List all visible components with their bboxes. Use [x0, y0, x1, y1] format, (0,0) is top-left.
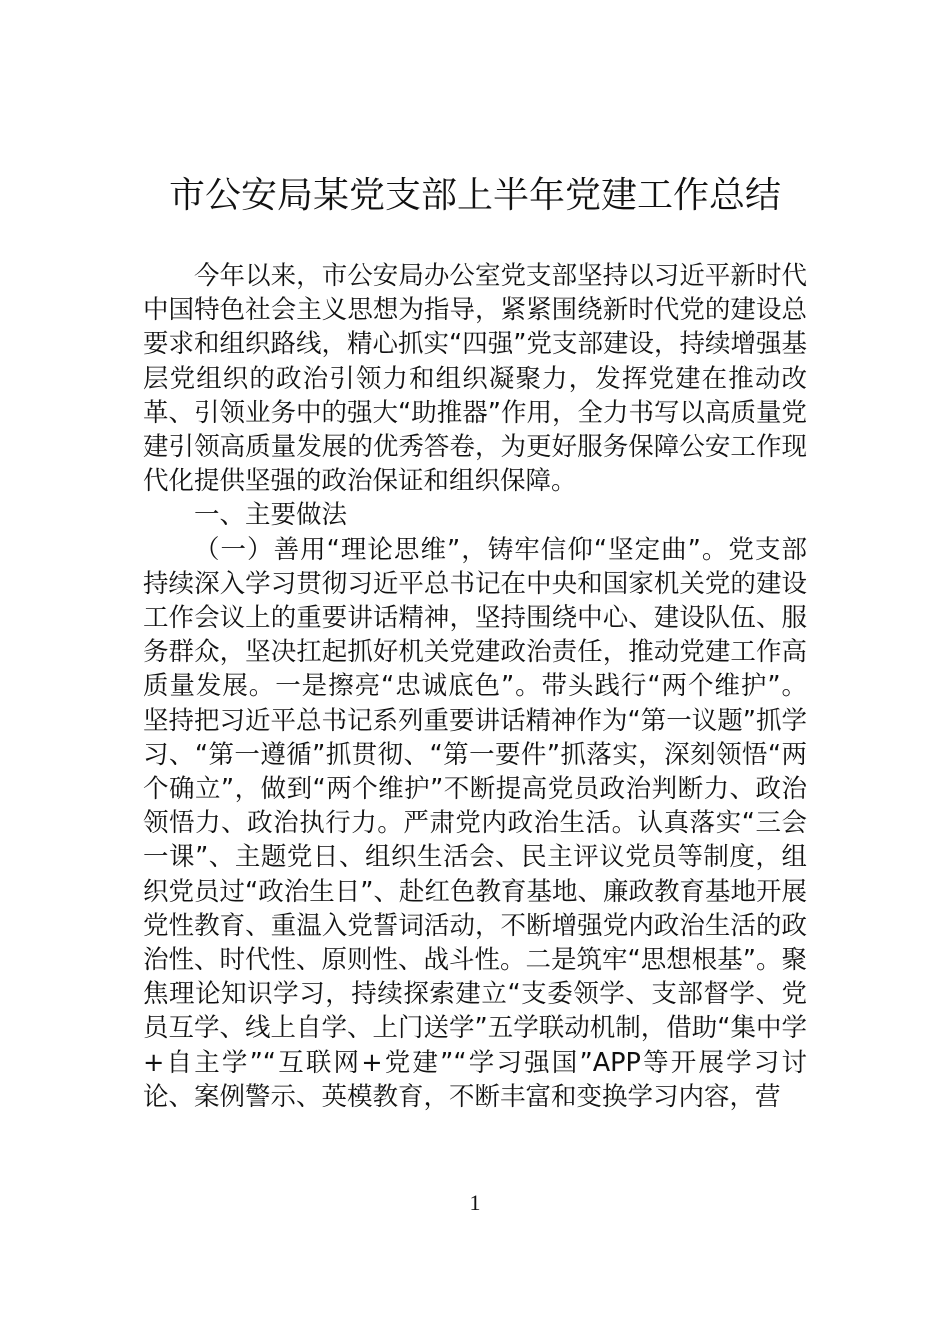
section-heading-main-practices: 一、主要做法 [194, 500, 348, 531]
document-title: 市公安局某党支部上半年党建工作总结 [168, 175, 781, 216]
intro-paragraph: 今年以来，市公安局办公室党支部坚持以习近平新时代中国特色社会主义思想为指导，紧紧围绕新时代党的建设总要求和组织路线，精心抓实“四强”党支部建设，持续增强基层党组织的政治引领力和组织凝聚力，发挥党建在推动改革、引领业务中的强大“助推器”作用，全力书写以高质量党建引领高质量发展的优秀答卷，为更好服务保障公安工作现代化提供坚强的政治保证和组织保障。 [143, 261, 807, 497]
document-body [143, 259, 807, 1114]
subsection-paragraph-theory-thinking: （一）善用“理论思维”，铸牢信仰“坚定曲”。党支部持续深入学习贯彻习近平总书记在中央和国家机关党的建设工作会议上的重要讲话精神，坚持围绕中心、建设队伍、服务群众，坚决扛起抓好机关党建政治责任，推动党建工作高质量发展。一是擦亮“忠诚底色”。带头践行“两个维护”。坚持把习近平总书记系列重要讲话精神作为“第一议题”抓学习、“第一遵循”抓贯彻、“第一要件”抓落实，深刻领悟“两个确立”，做到“两个维护”不断提高党员政治判断力、政治领悟力、政治执行力。严肃党内政治生活。认真落实“三会一课”、主题党日、组织生活会、民主评议党员等制度，组织党员过“政治生日”、赴红色教育基地、廉政教育基地开展党性教育、重温入党誓词活动，不断增强党内政治生活的政治性、时代性、原则性、战斗性。二是筑牢“思想根基”。聚焦理论知识学习，持续探索建立“支委领学、支部督学、党员互学、线上自学、上门送学”五学联动机制，借助“集中学+自主学”“互联网+党建”“学习强国”APP等开展学习讨论、案例警示、英模教育，不断丰富和变换学习内容，营 [143, 534, 807, 1112]
page-number: 1 [469, 1190, 481, 1215]
